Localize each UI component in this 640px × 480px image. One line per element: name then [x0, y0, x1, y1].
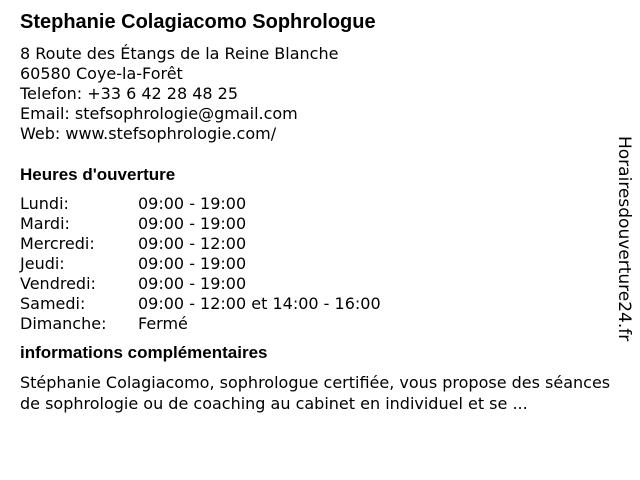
city-postcode: 60580 Coye-la-Forêt — [20, 64, 183, 83]
hours-row-friday — [20, 274, 610, 294]
hours-row-thursday — [20, 254, 610, 274]
business-card — [20, 10, 610, 414]
street-address: 8 Route des Étangs de la Reine Blanche — [20, 44, 339, 63]
day-label: Jeudi: — [20, 254, 65, 273]
day-label: Vendredi: — [20, 274, 96, 293]
day-label: Mardi: — [20, 214, 70, 233]
hours-row-monday — [20, 194, 610, 214]
day-hours: 09:00 - 19:00 — [138, 254, 247, 273]
day-hours: 09:00 - 12:00 — [138, 234, 247, 253]
day-hours: 09:00 - 19:00 — [138, 214, 247, 233]
opening-hours-table — [20, 194, 610, 334]
contact-block — [20, 44, 610, 144]
hours-row-wednesday — [20, 234, 610, 254]
day-hours: Fermé — [138, 314, 188, 333]
business-name: Stephanie Colagiacomo Sophrologue — [20, 11, 376, 33]
hours-row-saturday — [20, 294, 610, 314]
hours-row-tuesday — [20, 214, 610, 234]
opening-hours-heading: Heures d'ouverture — [20, 165, 176, 184]
day-hours: 09:00 - 19:00 — [138, 274, 247, 293]
day-hours: 09:00 - 12:00 et 14:00 - 16:00 — [138, 294, 381, 313]
day-label: Samedi: — [20, 294, 86, 313]
email-address: Email: stefsophrologie@gmail.com — [20, 104, 298, 123]
hours-row-sunday — [20, 314, 610, 334]
site-watermark: Horairesdouverture24.fr — [614, 136, 634, 342]
day-label: Lundi: — [20, 194, 69, 213]
day-hours: 09:00 - 19:00 — [138, 194, 247, 213]
website: Web: www.stefsophrologie.com/ — [20, 124, 277, 143]
day-label: Dimanche: — [20, 314, 107, 333]
additional-info-text: Stéphanie Colagiacomo, sophrologue certifiée, vous propose des séances de sophrologie ou de coaching au cabinet en individuel et se ... — [20, 373, 611, 413]
day-label: Mercredi: — [20, 234, 95, 253]
additional-info-heading: informations complémentaires — [20, 343, 268, 362]
phone-number: Telefon: +33 6 42 28 48 25 — [20, 84, 239, 103]
